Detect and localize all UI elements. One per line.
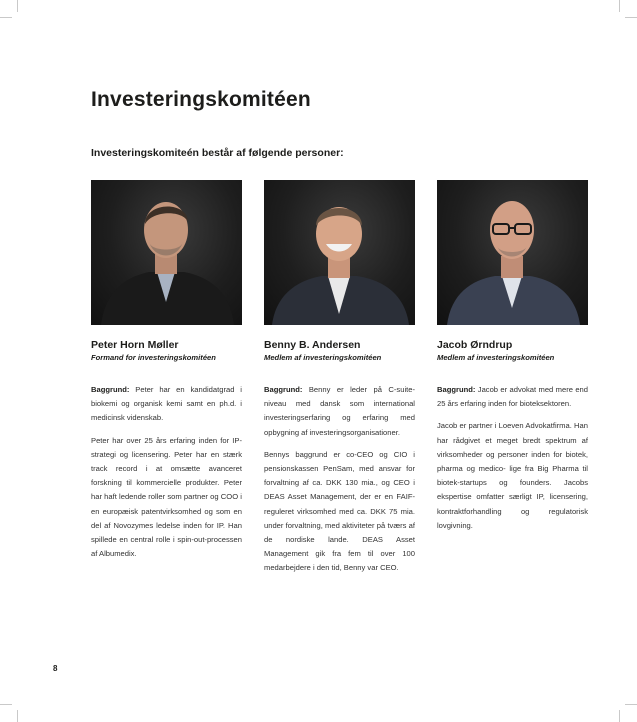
member-name: Peter Horn Møller: [91, 339, 179, 351]
crop-mark: [0, 17, 12, 18]
background-label: Baggrund:: [91, 385, 130, 394]
member-role: Medlem af investeringskomitéen: [437, 353, 555, 362]
background-text: Benny er leder på C-suite-niveau med dansk som international investeringserfaring og erfaring med opbygning af investeringsorganisationer.: [264, 385, 415, 437]
portrait-photo: [437, 180, 588, 325]
portrait-photo: [91, 180, 242, 325]
member-bio: [264, 383, 415, 576]
bio-paragraph: Jacob er partner i Loeven Advokatfirma. Han har rådgivet et meget bredt spektrum af virksomheder og personer inden for biotek, pharma og medico- lige fra Big Pharma til biotek-startups og founders. Jacobs ekspertise omfatter særligt IP, licensering, kontraktforhandling og regulatorisk lovgivning.: [437, 421, 588, 530]
bio-background: [91, 383, 242, 426]
page-intro: Investeringskomiteén består af følgende personer:: [91, 147, 344, 159]
member-card-jacob: [437, 180, 588, 541]
background-label: Baggrund:: [437, 385, 476, 394]
member-bio: [437, 383, 588, 533]
bio-paragraph: Peter har over 25 års erfaring inden for IP-strategi og licensering. Peter har en stærk track record i at omsætte avanceret forskning til kommercielle produkter. Peter har haft ledende roller som partner og COO i en europæisk patentvirksomhed og som en del af Novozymes ledelse inden for IP. Han spillede en central rolle i spin-out-processen af Albumedix.: [91, 435, 242, 559]
member-role: Medlem af investeringskomitéen: [264, 353, 382, 362]
member-card-peter: [91, 180, 242, 569]
page-number: 8: [53, 664, 58, 673]
background-label: Baggrund:: [264, 385, 303, 394]
crop-mark: [625, 704, 637, 705]
member-bio: [91, 383, 242, 561]
crop-mark: [619, 0, 620, 12]
crop-mark: [17, 710, 18, 722]
member-name: Benny B. Andersen: [264, 339, 361, 351]
portrait-photo: [264, 180, 415, 325]
crop-mark: [17, 0, 18, 12]
page-title: Investeringskomitéen: [91, 88, 311, 111]
background-text: Jacob er advokat med mere end 25 års erfaring inden for bioteksektoren.: [437, 385, 588, 409]
bio-background: [264, 383, 415, 440]
member-role: Formand for investeringskomitéen: [91, 353, 216, 362]
crop-mark: [0, 704, 12, 705]
bio-background: [437, 383, 588, 411]
background-text: Peter har en kandidatgrad i biokemi og organisk kemi samt en ph.d. i medicinsk videnskab.: [91, 385, 242, 423]
member-card-benny: [264, 180, 415, 584]
bio-paragraph: Bennys baggrund er co-CEO og CIO i pensionskassen PenSam, med ansvar for forvaltning af ca. DKK 130 mia., og CEO i DEAS Asset Management, der er en FAIF-reguleret virksomhed med ca. DKK 75 mia. under forvaltning, med aktiviteter på tværs af de nordiske lande. DEAS Asset Management gik fra fem til over 100 medarbejdere i den tid, Benny var CEO.: [264, 449, 415, 573]
member-name: Jacob Ørndrup: [437, 339, 513, 351]
crop-mark: [619, 710, 620, 722]
crop-mark: [625, 17, 637, 18]
